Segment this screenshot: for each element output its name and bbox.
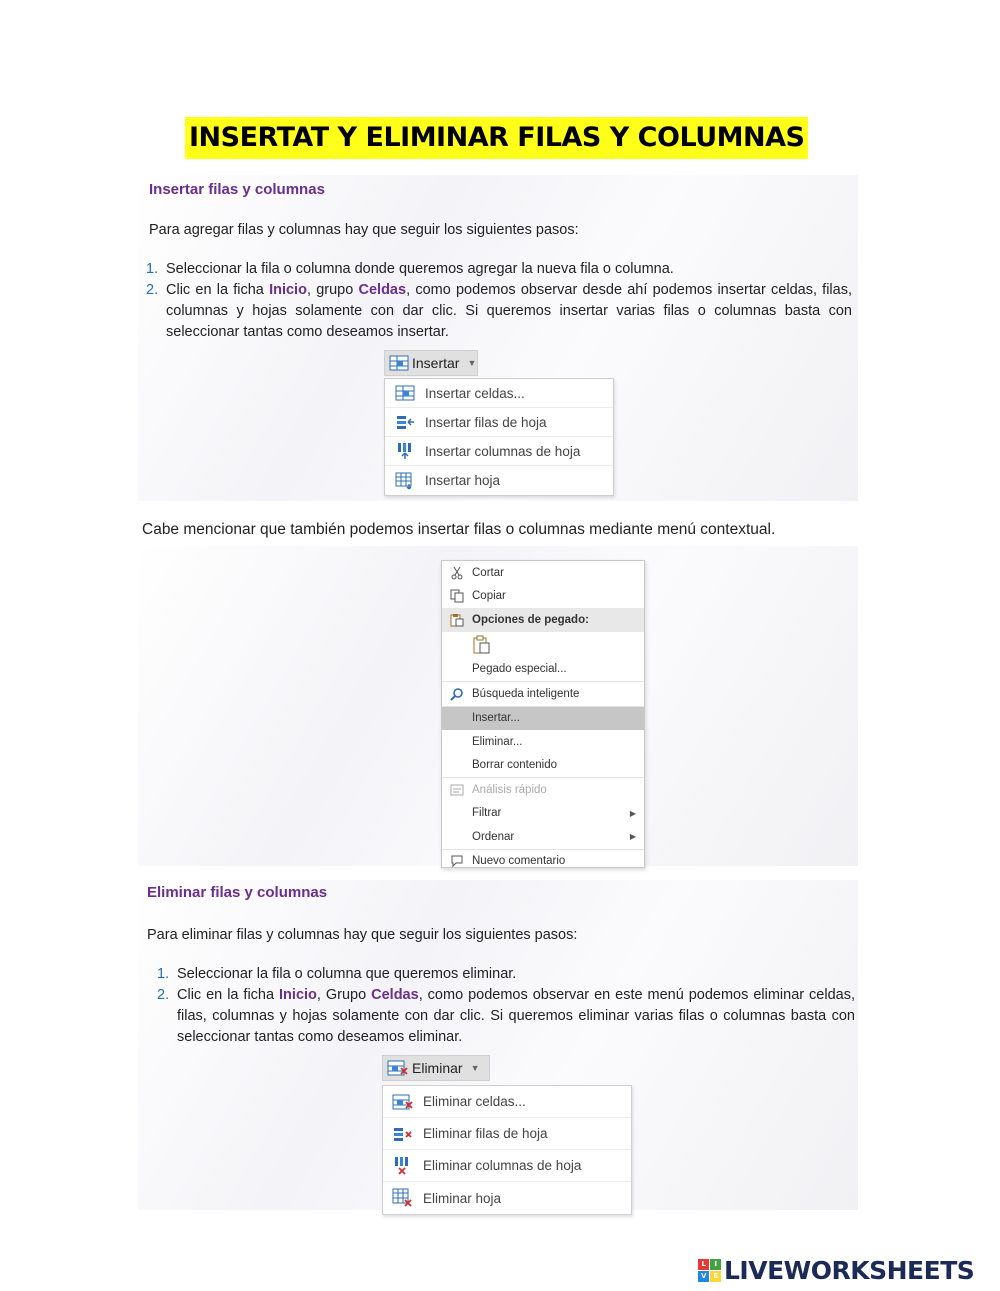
delete-columns-icon (392, 1156, 414, 1176)
menu-item-cut[interactable]: Cortar (442, 561, 644, 585)
list-item: 1. Seleccionar la fila o columna donde queremos agregar la nueva fila o columna. (146, 261, 674, 277)
insert-button[interactable]: Insertar ▼ (384, 350, 478, 376)
scissors-icon (450, 566, 464, 580)
menu-item-insert-rows[interactable]: Insertar filas de hoja (385, 408, 613, 437)
paste-icon (450, 613, 464, 627)
delete-cells-icon (387, 1060, 409, 1076)
insert-menu (384, 378, 614, 496)
quick-analysis-icon (450, 783, 464, 797)
chevron-down-icon: ▼ (470, 1063, 480, 1073)
copy-icon (450, 589, 464, 603)
delete-menu (382, 1085, 632, 1215)
delete-dropdown (382, 1055, 632, 1215)
menu-item-new-comment[interactable]: Nuevo comentario (442, 850, 644, 874)
delete-cells-icon (392, 1094, 414, 1110)
menu-item-smart-lookup[interactable]: Búsqueda inteligente (442, 682, 644, 706)
chevron-right-icon: ▶ (629, 832, 636, 842)
menu-item-clear-contents[interactable]: Borrar contenido (472, 759, 558, 772)
menu-item-delete[interactable]: Eliminar... (472, 735, 523, 748)
menu-item-paste-option[interactable] (442, 632, 644, 658)
menu-item-paste-special[interactable]: Pegado especial... (472, 663, 567, 676)
menu-item-delete-sheet[interactable]: Eliminar hoja (383, 1182, 631, 1214)
delete-intro: Para eliminar filas y columnas hay que seguir los siguientes pasos: (147, 927, 578, 943)
menu-item-sort[interactable]: Ordenar ▶ (472, 830, 636, 843)
insert-intro: Para agregar filas y columnas hay que seguir los siguientes pasos: (149, 222, 579, 238)
menu-item-quick-analysis: Análisis rápido (442, 778, 644, 802)
delete-sheet-icon (392, 1188, 414, 1208)
menu-item-insert-sheet[interactable]: Insertar hoja (385, 466, 613, 495)
list-item: 1. Seleccionar la fila o columna que queremos eliminar. (157, 966, 517, 982)
menu-item-delete-cells[interactable]: Eliminar celdas... (383, 1086, 631, 1118)
page-title: INSERTAT Y ELIMINAR FILAS Y COLUMNAS (185, 117, 808, 159)
liveworksheets-logo (698, 1256, 974, 1285)
menu-item-insert[interactable]: Insertar... (442, 707, 644, 731)
delete-steps (157, 964, 855, 1048)
insert-heading: Insertar filas y columnas (149, 181, 325, 198)
list-item: 2. Clic en la ficha Inicio, Grupo Celdas, como podemos observar en este menú podemos eliminar celdas, filas, columnas y hojas solamente con dar clic. Si queremos eliminar varias filas o columnas basta con seleccionar tantas como deseamos eliminar. (157, 987, 855, 1045)
context-note: Cabe mencionar que también podemos insertar filas o columnas mediante menú contextual. (142, 521, 776, 538)
menu-item-insert-columns[interactable]: Insertar columnas de hoja (385, 437, 613, 466)
context-menu (441, 560, 645, 868)
comment-icon (450, 854, 464, 868)
insert-sheet-icon (395, 472, 415, 490)
menu-item-insert-cells[interactable]: Insertar celdas... (385, 379, 613, 408)
menu-item-delete-rows[interactable]: Eliminar filas de hoja (383, 1118, 631, 1150)
brand-name: LIVEWORKSHEETS (724, 1256, 975, 1285)
insert-steps (146, 259, 852, 343)
logo-mark-icon: L I V E (698, 1259, 721, 1282)
list-item: 2. Clic en la ficha Inicio, grupo Celdas, como podemos observar desde ahí podemos insertar celdas, filas, columnas y hojas solamente con dar clic. Si queremos insertar varias filas o columnas basta con seleccionar tantas como deseamos insertar. (146, 282, 853, 340)
delete-button[interactable]: Eliminar ▼ (382, 1055, 490, 1081)
menu-item-filter[interactable]: Filtrar ▶ (472, 807, 636, 820)
menu-item-copy[interactable]: Copiar (442, 585, 644, 609)
search-icon (450, 687, 464, 701)
delete-heading: Eliminar filas y columnas (147, 884, 328, 901)
menu-item-paste-options: Opciones de pegado: (442, 608, 644, 632)
chevron-down-icon: ▼ (467, 358, 477, 368)
paste-option-icon[interactable] (472, 635, 492, 655)
insert-cells-icon (389, 355, 409, 371)
insert-columns-icon (395, 442, 415, 460)
insert-cells-icon (395, 385, 415, 401)
insert-rows-icon (395, 414, 415, 430)
delete-rows-icon (392, 1126, 414, 1142)
insert-dropdown (384, 350, 614, 496)
chevron-right-icon: ▶ (629, 808, 636, 818)
menu-item-delete-columns[interactable]: Eliminar columnas de hoja (383, 1150, 631, 1182)
